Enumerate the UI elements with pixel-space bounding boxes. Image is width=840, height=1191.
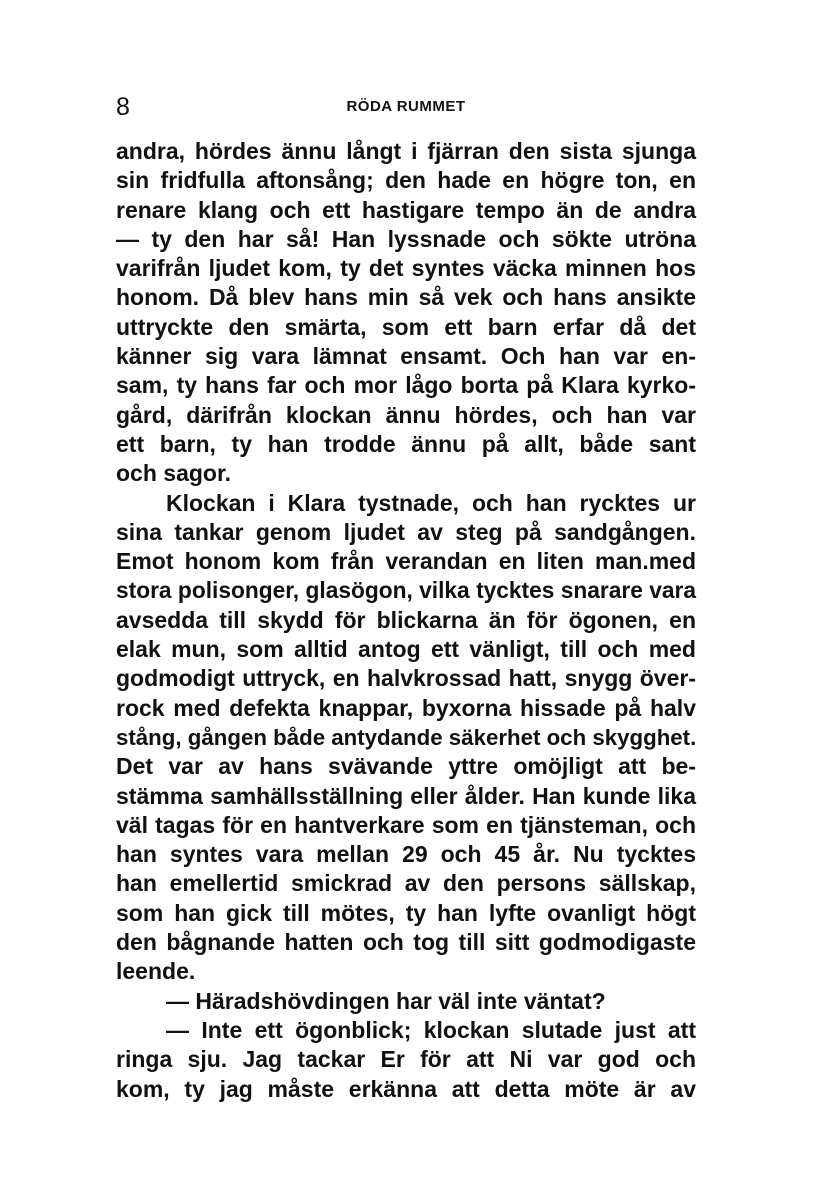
text-line: uttryckte den smärta, som ett barn erfar då det [116, 313, 696, 340]
text-line: honom. Då blev hans min så vek och hans ansikte [116, 284, 696, 311]
text-line: väl tagas för en hantverkare som en tjänsteman, och [116, 811, 696, 838]
text-line: gård, därifrån klockan ännu hördes, och han var [116, 401, 696, 428]
text-line: avsedda till skydd för blickarna än för ögonen, en [116, 606, 696, 633]
text-line: sina tankar genom ljudet av steg på sandgången. [116, 518, 696, 545]
text-line: känner sig vara lämnat ensamt. Och han var en- [116, 343, 696, 370]
text-line: rock med defekta knappar, byxorna hissade på halv [116, 694, 696, 721]
page-number: 8 [116, 93, 130, 121]
text-line: — ty den har så! Han lyssnade och sökte utröna [116, 225, 696, 252]
text-line: leende. [116, 958, 196, 985]
text-line: den bågnande hatten och tog till sitt godmodigaste [116, 929, 696, 956]
text-line: han emellertid smickrad av den persons sällskap, [116, 870, 696, 897]
text-line: stora polisonger, glasögon, vilka tycktes snarare vara [116, 577, 696, 604]
text-line: — Häradshövdingen har väl inte väntat? [166, 987, 606, 1014]
text-line: varifrån ljudet kom, ty det syntes väcka minnen hos [116, 255, 696, 282]
text-line: godmodigt uttryck, en halvkrossad hatt, snygg över- [116, 665, 696, 692]
text-line: som han gick till mötes, ty han lyfte ovanligt högt [116, 899, 696, 926]
text-line: — Inte ett ögonblick; klockan slutade just att [166, 1016, 696, 1043]
text-line: han syntes vara mellan 29 och 45 år. Nu tycktes [116, 841, 696, 868]
text-line: stång, gången både antydande säkerhet och skygghet. [116, 724, 697, 750]
text-line: Klockan i Klara tystnade, och han rycktes ur [166, 489, 696, 516]
running-title: RÖDA RUMMET [346, 98, 466, 115]
text-line: ringa sju. Jag tackar Er för att Ni var god och [116, 1046, 696, 1073]
text-line: andra, hördes ännu långt i fjärran den sista sjunga [116, 138, 696, 164]
text-line: elak mun, som alltid antog ett vänligt, till och med [116, 636, 696, 663]
text-line: kom, ty jag måste erkänna att detta möte är av [116, 1075, 696, 1102]
text-line: sam, ty hans far och mor lågo borta på Klara kyrko- [116, 372, 696, 399]
text-line: Det var av hans svävande yttre omöjligt att be- [116, 753, 696, 780]
body-text [116, 137, 696, 1104]
text-line: sin fridfulla aftonsång; den hade en högre ton, en [116, 167, 696, 194]
text-line: renare klang och ett hastigare tempo än de andra [116, 196, 696, 223]
text-line: Emot honom kom från verandan en liten man.med [116, 548, 696, 575]
text-line: och sagor. [116, 460, 232, 487]
text-line: stämma samhällsställning eller ålder. Han kunde lika [116, 782, 696, 809]
running-head [116, 92, 696, 122]
text-line: ett barn, ty han trodde ännu på allt, både sant [116, 430, 696, 457]
